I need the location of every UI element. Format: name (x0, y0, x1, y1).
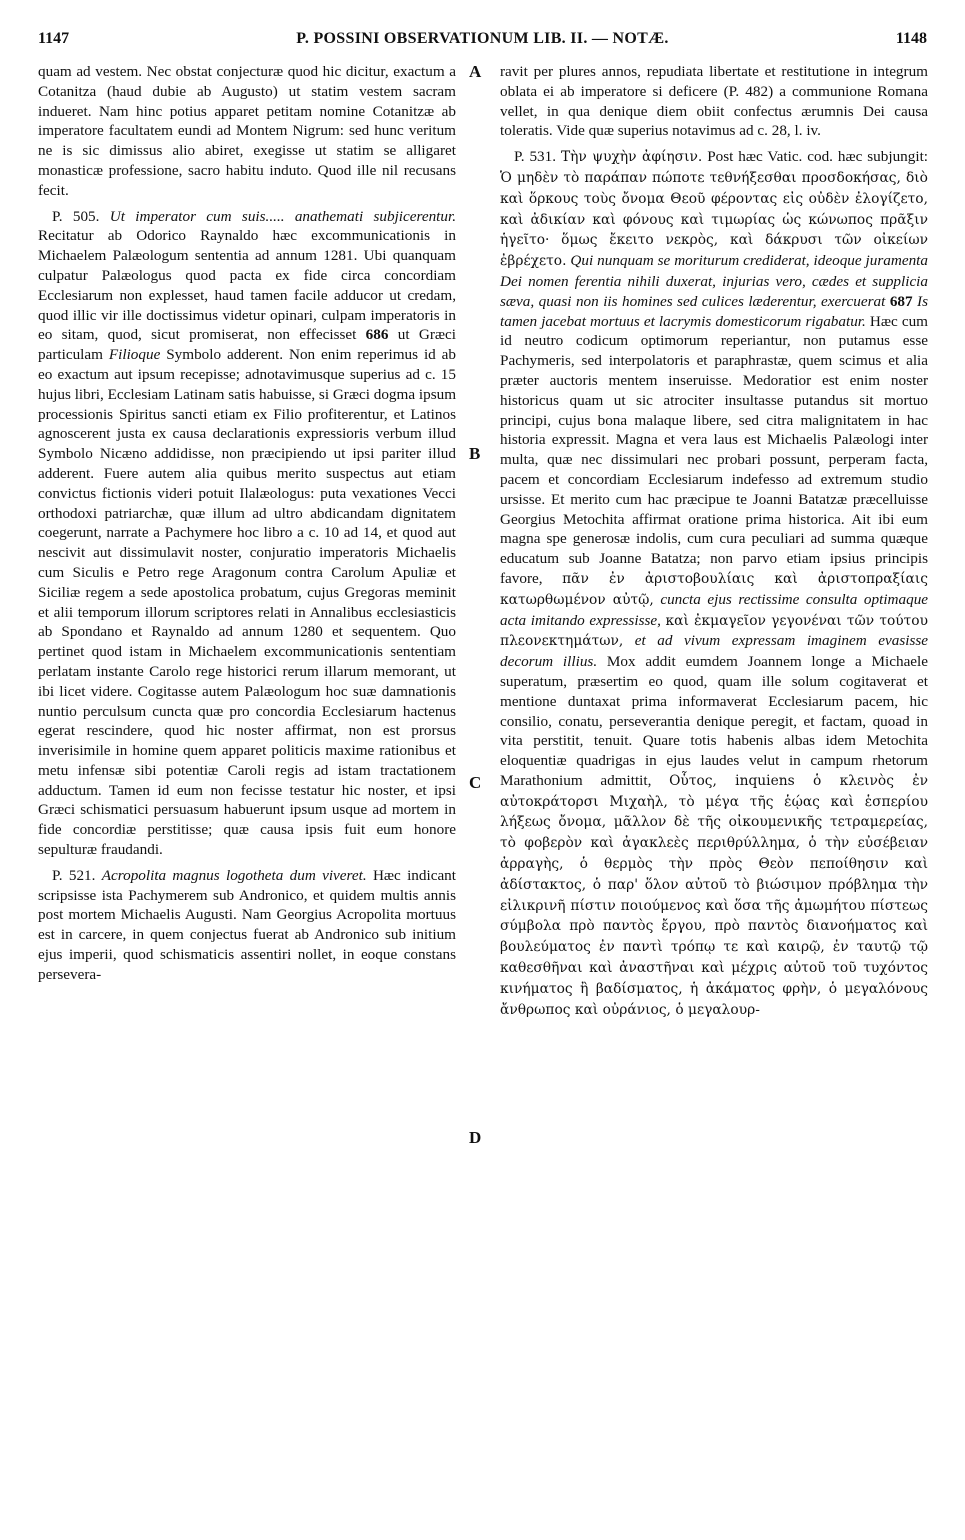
greek-quote-3: καὶ ἐκμαγεῖον γεγονέναι τῶν τούτου πλεονεκτημάτων, (500, 612, 929, 650)
greek-lemma: Τὴν ψυχὴν ἀφίησιν. (560, 149, 703, 166)
note-text: Symbolo adderent. Non enim reperimus id ab eo exactum aut ipsum recepisse; adnotavimusque superius ad c. 15 hujus libri, Ecclesiam Latinam satis habuisse, si Græci dogma ipsum processionis Spiritus sancti etiam ex Filio profiterentur, et Latinos agnoscerent justa ex causa declarationis expressioris verbum illud Symbolo Nicæno addidisse, non præcipiendo ut ipsi pariter illud adderent. Fuere autem alia quibus merito suspectus aut etiam convictus fictionis videri potuit Ilalæologus: puta vexationes Vecci orthodoxi patriarchæ, quæ illum ad ultro abdicandam dignitatem coegerunt, narrate a Pachymere hoc libro a c. 10 ad 14, et quod aut nescivit aut dissimulavit noster, conjuratio imperatoris Michaelis cum Siculis e Petro rege Aragonum contra Carolum Apuliæ et Siciliæ regem a sede apostolica probatum, cujus Gregoras meminit et alii temporum illorum scriptores relati in Annalibus ecclesiasticis ab Spondano et Raynaldo ad annum 1280 et sequentem. Quo pertinet quod istam in Michaelem excommunicationis sententiam perlatam instante Carolo rege historici rerum illarum memorant, ut ibi licet videre. Cogitasse autem Palæologum hoc suæ damnationis nuntio perculsum cuncta quæ pro concordia Ecclesiarum hactenus egerat rescindere, quod hic noster affirmat, non est prorsus inverisimile in homine quem apparet politicis maxime rationibus et metu infensæ sibi potentiæ Caroli regis ad istam tractationem adductum. Tamen id eum non fecisse testatur hic noster, et ipsi Græci schismatici persuasum habuerunt ipsum usque ad mortem in fide concordiæ perstitisse; quæ causa ipsis fuit eum honore sepulturæ fraudandi. (38, 346, 457, 859)
note-ref-531: P. 531. (514, 148, 557, 166)
right-paragraph-1: ravit per plures annos, repudiata libertate et restitutione in integrum oblata ei ab imperatore si deficere (P. 482) a communione Romana vellet, in qua denique diem obiit confectus ærumnis Dei causa toleratis. Vide quæ superius notavimus ad c. 28, l. iv. (500, 63, 928, 140)
margin-marker-b: B (469, 444, 481, 463)
left-column (38, 62, 456, 991)
note-text: ut Græci particulam (38, 326, 457, 364)
note-text: Hæc cum id neutro codicum optimorum reperiantur, non putamus esse Pachymeris, sed interpolatoris et paraphrastæ, quem scimus et alia præter auctoris mentem inseruisse. Medoratior est enim noster historicus quam ut sic atrociter insultasse putandus sit mortuo principi, cujus bona malaque libere, sed citra malignitatem in hac historia expressit. Magna et vera laus est Michaelis Palæologi inter multa, quæ nec dissimulari nec probari possunt, perperam facta, pacem et concordiam Ecclesiarum indefesso ad extremum studio ursisse. Et merito cum hac præcipue te Joanni Batatzæ præcelluisse Georgius Metochita affirmat oratione prima historica. Ait ibi eum magna spe generosæ indolis, cum cura peculiari ad summa quæque educatum sub Joanne Batatza; non parvo etiam ipsius principis favore, (500, 312, 929, 587)
note-ref-521: P. 521. (52, 866, 96, 884)
filioque-term: Filioque (108, 346, 161, 364)
note-text: Recitatur ab Odorico Raynaldo hæc excommunicationis in Michaelem Palæologum sententia ad annum 1281. Ubi quanquam culpatur Palæologus quod pacta ex fide circa concordiam Ecclesiarum non explesset, haud tamen facile adducor ut credam, quod illic vir ille doctissimus videtur opinari, culpam imperatoris in eo sitam, quod, sicut promiserat, non effecisset (38, 227, 456, 344)
note-lemma-521: Acropolita magnus logotheta dum viveret. (101, 866, 367, 884)
note-lemma-505: Ut imperator cum suis..... anathemati subjicerentur. (109, 207, 457, 225)
page-number-left: 1147 (38, 30, 70, 47)
margin-number-687: 687 (889, 292, 913, 310)
latin-translation-3: cuncta ejus rectissime consulta optimaque acta imitando expressisse, (500, 590, 929, 629)
running-header (38, 30, 927, 54)
note-text: Hæc indicant scripsisse ista Pachymerem sub Andronico, et quidem multis annis post mortem Michaelis Augusti. Nam Georgius Acropolita mortuus est in carcere, in quem conjectus fuerat ab Andronico sub initium ejus imperii, quod schismaticis assentiri nollet, in eoque constans persevera- (38, 866, 456, 983)
right-paragraph-2 (500, 147, 928, 1020)
left-paragraph-1: quam ad vestem. Nec obstat conjecturæ quod hic dicitur, exactum a Cotanitza (haud dubie ab Augusto) ut statim vestem sacram indueret. Nam hinc potius apparet petitam nomine Cotanitzæ ab imperatore facultatem eundi ad Montem Nigrum: sed hunc veritum ne is sic dimissus alio abiret, exegisse ut statim se alligaret monasticæ professione, sacro habitu induto. Quod ille nil recusans fecit. (38, 63, 456, 199)
margin-marker-c: C (469, 773, 482, 792)
greek-quote-2: πᾶν ἐν ἀριστοβουλίαις καὶ ἀριστοπραξίαις κατωρθωμένον αὐτῷ, (500, 570, 928, 608)
left-paragraph-3 (38, 866, 456, 985)
note-text: Post hæc Vatic. cod. hæc subjungit: (707, 148, 929, 166)
latin-translation-2: Is tamen jacebat mortuus et lacrymis domesticorum rigabatur. (500, 292, 929, 330)
margin-number-686: 686 (365, 326, 389, 344)
greek-quote-4: Οὗτος, inquiens ὁ κλεινὸς ἐν αὐτοκράτορσι Μιχαὴλ, τὸ μέγα τῆς ἑῴας καὶ ἑσπερίου λήξεως ὄνομα, μᾶλλον δὲ τῆς οἰκουμενικῆς τετραμερείας, τὸ φοβερὸν καὶ ἀγακλεὲς περιθρύλλημα, ὁ τὴν εὐσέβειαν ἀρραγὴς, ὁ θερμὸς τὴν πρὸς Θεὸν πεποίθησιν καὶ ἀδίστακτος, ὁ παρ' ὅλον αὐτοῦ τὸ βιώσιμον πρόβλημα τὴν εἰλικρινῆ πίστιν ποιούμενος καὶ ὅσα τῆς ἀμωμήτου πίστεως σύμβολα πρὸ παντὸς ἔργου, πρὸ παντὸς διανοήματος καὶ βουλεύματος ἐν παντὶ τρόπῳ τε καὶ καιρῷ, ἐν ταυτῷ τῷ καθεσθῆναι καὶ ἀναστῆναι καὶ μέχρις αὐτοῦ τοῦ τυχόντος κινήματος ἢ βαδίσματος, ἡ ἀκάματος φρὴν, ὁ μεγαλόνους ἄνθρωπος καὶ οὐράνιος, ὁ μεγαλουρ- (500, 772, 929, 1018)
latin-translation-1: Qui nunquam se moriturum crediderat, ideoque juramenta Dei nomen ferentia nihili duxerat, injurias vero, cædes et supplicia sæva, quasi non iis homines sed culices læderentur, exercuerat (500, 252, 928, 310)
greek-quote-1: Ὁ μηδὲν τὸ παράπαν πώποτε τεθνήξεσθαι προσδοκήσας, διὸ καὶ ὅρκους τοὺς ὄνομα Θεοῦ φέροντας εἰς οὐδὲν ἐλογίζετο, καὶ ἀδικίαν καὶ φόνους καὶ τιμωρίας ὡς κώνωπος πρᾶξιν ἡγεῖτο· ὅμως ἔκειτο νεκρὸς, καὶ δάκρυσι τῶν οἰκείων ἐβρέχετο. (500, 169, 928, 270)
note-text: Mox addit eumdem Joannem longe a Michaele superatum, præsertim eo quod, quam ille solum cogitaverat et mentione duntaxat prima informaverat Ecclesiarum pacem, hic consilio, conatu, perseverantia denique peregit, et factam, quoad in vita perstitit, tenuit. Quare totis habenis albas idem Metochita eloquentiæ quadrigas in ejus laudes velut in campum rhetorum Marathonium admittit, (500, 653, 929, 789)
note-ref-505: P. 505. (52, 207, 100, 225)
right-column (500, 62, 928, 1026)
margin-marker-a: A (469, 62, 482, 81)
running-title: P. POSSINI OBSERVATIONUM LIB. II. — NOTÆ. (296, 30, 669, 47)
margin-marker-d: D (469, 1128, 482, 1147)
left-paragraph-2 (38, 207, 456, 860)
page-number-right: 1148 (895, 30, 927, 47)
latin-translation-4: et ad vivum expressam imaginem evasisse decorum illius. (500, 632, 929, 671)
